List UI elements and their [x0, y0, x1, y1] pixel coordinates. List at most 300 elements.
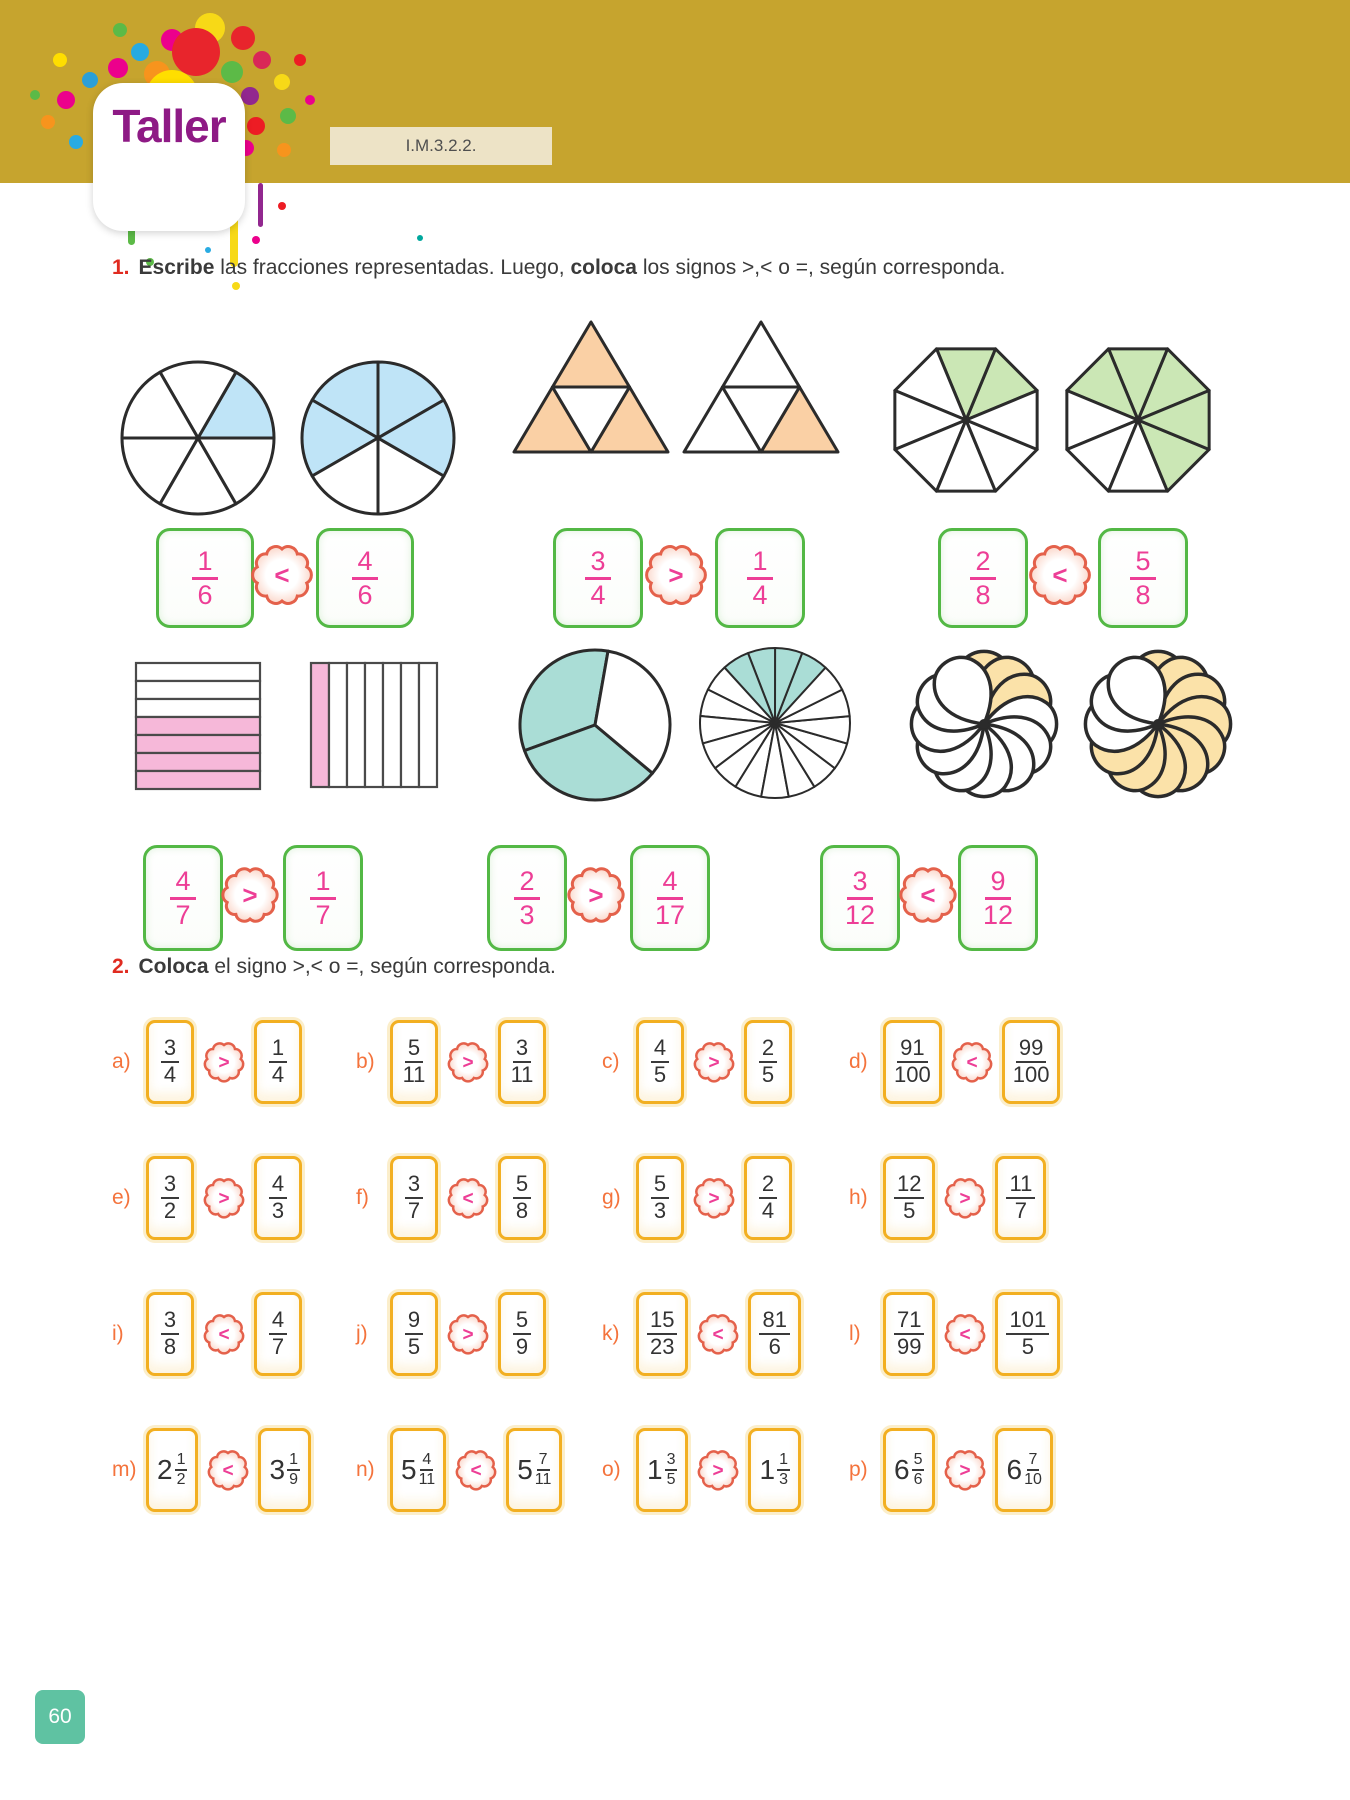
fraction-card[interactable] [143, 845, 223, 951]
denominator: 11 [534, 1471, 552, 1488]
fraction-card[interactable] [995, 1428, 1052, 1512]
fraction-card[interactable] [506, 1428, 562, 1512]
numerator: 1 [269, 1036, 287, 1063]
comparison-sign-flower[interactable] [899, 866, 957, 924]
denominator: 3 [779, 1471, 788, 1488]
fraction [1130, 546, 1155, 609]
standard-code-badge [330, 127, 552, 165]
fraction-card[interactable] [254, 1292, 302, 1376]
denominator: 5 [653, 1062, 667, 1087]
comparison-sign: > [462, 1052, 474, 1074]
fraction [269, 1308, 287, 1359]
numerator: 15 [647, 1308, 677, 1335]
exercise2-item [602, 1156, 792, 1240]
mixed-number [759, 1451, 789, 1489]
numerator: 1 [192, 546, 217, 579]
fraction-card[interactable] [146, 1156, 194, 1240]
sign-slot [950, 1040, 994, 1084]
exercise1-instruction [112, 256, 1005, 280]
exercise2-item [849, 1156, 1046, 1240]
numerator: 11 [1006, 1172, 1035, 1199]
denominator: 4 [590, 579, 606, 610]
fraction-card[interactable] [995, 1156, 1046, 1240]
mixed-number [647, 1451, 677, 1489]
paint-dot [417, 235, 423, 241]
denominator: 23 [650, 1334, 675, 1359]
comparison-sign-flower[interactable] [1029, 544, 1091, 606]
fraction-figure-triangle [676, 316, 846, 458]
fraction-card[interactable] [995, 1292, 1060, 1376]
paint-dot [172, 28, 220, 76]
fraction-card[interactable] [146, 1292, 194, 1376]
fraction [777, 1451, 790, 1489]
denominator: 6 [913, 1471, 923, 1488]
whole-number: 1 [647, 1454, 663, 1485]
item-label: d) [849, 1050, 868, 1073]
fraction-card[interactable] [715, 528, 805, 628]
comparison-sign: < [462, 1188, 474, 1210]
fraction-card[interactable] [498, 1292, 546, 1376]
fraction [161, 1308, 179, 1359]
numerator: 7 [1027, 1451, 1040, 1471]
denominator: 4 [271, 1062, 285, 1087]
paint-dot [205, 247, 211, 253]
fraction [655, 866, 685, 929]
fraction-card[interactable] [487, 845, 567, 951]
fraction-card[interactable] [883, 1292, 935, 1376]
numerator: 101 [1006, 1308, 1049, 1335]
fraction-card[interactable] [390, 1156, 438, 1240]
comparison-sign-flower[interactable] [692, 1040, 736, 1084]
sign-slot [692, 1176, 736, 1220]
comparison-sign-flower[interactable] [206, 1448, 250, 1492]
comparison-sign: > [462, 1324, 474, 1346]
numerator: 3 [847, 866, 872, 899]
sign-slot [206, 1448, 250, 1492]
item-label: o) [602, 1458, 621, 1481]
fraction [419, 1451, 436, 1489]
comparison-sign: < [920, 879, 936, 910]
fraction [894, 1308, 924, 1359]
fraction-figure-pie [516, 646, 674, 804]
fraction-card[interactable] [316, 528, 414, 628]
fraction [269, 1036, 287, 1087]
numerator: 5 [651, 1172, 669, 1199]
denominator: 5 [666, 1471, 676, 1488]
numerator: 3 [585, 546, 610, 579]
denominator: 100 [894, 1062, 931, 1087]
denominator: 7 [271, 1334, 285, 1359]
item-label: f) [356, 1186, 369, 1209]
paint-dot [247, 117, 265, 135]
instruction-segment: las fracciones representadas. Luego, [214, 256, 571, 279]
exercise2-item [356, 1428, 562, 1512]
sign-slot [696, 1448, 740, 1492]
comparison-sign-flower[interactable] [943, 1312, 987, 1356]
denominator: 11 [402, 1062, 426, 1087]
fraction-card[interactable] [390, 1292, 438, 1376]
numerator: 5 [513, 1172, 531, 1199]
page-number: 60 [48, 1705, 72, 1728]
fraction [759, 1308, 789, 1359]
denominator: 5 [761, 1062, 775, 1087]
comparison-sign-flower[interactable] [943, 1448, 987, 1492]
whole-number: 6 [894, 1454, 910, 1485]
fraction [912, 1451, 925, 1489]
numerator: 9 [985, 866, 1010, 899]
comparison-sign-flower[interactable] [446, 1040, 490, 1084]
denominator: 10 [1024, 1471, 1042, 1488]
exercise2-item [849, 1292, 1060, 1376]
exercise2-number: 2. [112, 955, 130, 978]
paint-dot [221, 61, 243, 83]
paint-dot [294, 54, 306, 66]
numerator: 7 [537, 1451, 550, 1471]
exercise2-instruction [112, 955, 556, 979]
page-number-badge [35, 1690, 85, 1744]
fraction-card[interactable] [748, 1428, 800, 1512]
fraction [585, 546, 610, 609]
paint-dot [108, 58, 128, 78]
item-label: p) [849, 1458, 868, 1481]
exercise2-item [112, 1428, 311, 1512]
denominator: 8 [163, 1334, 177, 1359]
fraction-card[interactable] [636, 1156, 684, 1240]
fraction-card[interactable] [258, 1428, 310, 1512]
numerator: 3 [513, 1036, 531, 1063]
fraction-card[interactable] [636, 1020, 684, 1104]
page-title: Taller [112, 100, 226, 152]
comparison-sign-flower[interactable] [446, 1176, 490, 1220]
numerator: 3 [161, 1172, 179, 1199]
denominator: 8 [515, 1198, 529, 1223]
fraction-card[interactable] [820, 845, 900, 951]
fraction [1006, 1308, 1049, 1359]
comparison-sign: > [218, 1188, 230, 1210]
item-label: c) [602, 1050, 620, 1073]
comparison-sign: > [712, 1460, 725, 1482]
sign-slot [454, 1448, 498, 1492]
fraction [403, 1036, 426, 1087]
numerator: 4 [420, 1451, 433, 1471]
denominator: 100 [1012, 1062, 1050, 1087]
taller-badge [93, 83, 245, 231]
fraction [894, 1036, 931, 1087]
numerator: 4 [651, 1036, 669, 1063]
fraction-figure-stripes [308, 660, 440, 790]
fraction-figure-pie [298, 358, 458, 518]
numerator: 2 [514, 866, 539, 899]
denominator: 5 [903, 1198, 916, 1223]
item-label: g) [602, 1186, 621, 1209]
denominator: 9 [515, 1334, 529, 1359]
fraction [511, 1036, 534, 1087]
paint-dot [241, 87, 259, 105]
denominator: 4 [761, 1198, 775, 1223]
comparison-sign: < [959, 1324, 972, 1346]
comparison-sign: > [668, 559, 684, 590]
numerator: 1 [287, 1451, 300, 1471]
fraction [647, 1308, 677, 1359]
comparison-sign: > [959, 1460, 972, 1482]
denominator: 17 [654, 899, 686, 930]
exercise2-item [112, 1020, 302, 1104]
fraction-card[interactable] [938, 528, 1028, 628]
sign-slot [696, 1312, 740, 1356]
comparison-sign: < [712, 1324, 725, 1346]
comparison-sign: < [966, 1052, 978, 1074]
fraction [1013, 1036, 1050, 1087]
comparison-sign: < [274, 559, 290, 590]
fraction [170, 866, 195, 929]
comparison-sign: > [588, 879, 604, 910]
comparison-sign: > [708, 1052, 720, 1074]
mixed-number [517, 1451, 551, 1489]
numerator: 4 [269, 1308, 287, 1335]
denominator: 2 [163, 1198, 177, 1223]
fraction-card[interactable] [744, 1020, 792, 1104]
numerator: 3 [161, 1308, 179, 1335]
fraction [759, 1172, 777, 1223]
numerator: 1 [310, 866, 335, 899]
numerator: 71 [894, 1308, 924, 1335]
paint-dot [41, 115, 55, 129]
fraction-card[interactable] [390, 1020, 438, 1104]
fraction [161, 1036, 179, 1087]
comparison-sign-flower[interactable] [567, 866, 625, 924]
paint-dot [253, 51, 271, 69]
fraction-card[interactable] [283, 845, 363, 951]
exercise2-item [356, 1156, 546, 1240]
paint-dot [131, 43, 149, 61]
comparison-sign: > [708, 1188, 720, 1210]
denominator: 12 [844, 899, 876, 930]
fraction-card[interactable] [156, 528, 254, 628]
comparison-sign-flower[interactable] [645, 544, 707, 606]
fraction-card[interactable] [744, 1156, 792, 1240]
fraction [513, 1172, 531, 1223]
denominator: 4 [752, 579, 768, 610]
comparison-sign: < [218, 1324, 230, 1346]
sign-slot [202, 1312, 246, 1356]
numerator: 9 [405, 1308, 423, 1335]
denominator: 6 [197, 579, 213, 610]
comparison-sign-flower[interactable] [943, 1176, 987, 1220]
denominator: 9 [289, 1471, 298, 1488]
paint-dot [30, 90, 40, 100]
fraction-card[interactable] [883, 1428, 935, 1512]
item-label: h) [849, 1186, 868, 1209]
fraction [405, 1308, 423, 1359]
fraction-card[interactable] [958, 845, 1038, 951]
instruction-segment: el signo >,< o =, según corresponda. [208, 955, 556, 978]
numerator: 4 [657, 866, 682, 899]
sign-slot [692, 1040, 736, 1084]
fraction [665, 1451, 678, 1489]
exercise2-item [849, 1428, 1053, 1512]
exercise2-item [602, 1428, 801, 1512]
mixed-number [269, 1451, 299, 1489]
fraction-card[interactable] [636, 1292, 688, 1376]
numerator: 4 [170, 866, 195, 899]
comparison-sign-flower[interactable] [202, 1176, 246, 1220]
whole-number: 1 [759, 1454, 776, 1485]
fraction-card[interactable] [254, 1020, 302, 1104]
fraction [747, 546, 772, 609]
exercise2-item [356, 1020, 546, 1104]
numerator: 81 [759, 1308, 789, 1335]
comparison-sign-flower[interactable] [692, 1176, 736, 1220]
instruction-segment: Coloca [138, 955, 209, 978]
denominator: 7 [1014, 1198, 1028, 1223]
numerator: 2 [759, 1172, 777, 1199]
instruction-segment: los signos >,< o =, según corresponda. [636, 256, 1006, 279]
denominator: 11 [418, 1471, 436, 1488]
fraction-card[interactable] [883, 1020, 942, 1104]
numerator: 3 [161, 1036, 179, 1063]
fraction-card[interactable] [553, 528, 643, 628]
fraction [759, 1036, 777, 1087]
fraction-figure-flower [900, 640, 1068, 808]
numerator: 1 [747, 546, 772, 579]
denominator: 6 [768, 1334, 781, 1359]
numerator: 99 [1016, 1036, 1046, 1063]
denominator: 3 [271, 1198, 285, 1223]
denominator: 7 [407, 1198, 421, 1223]
fraction-card[interactable] [636, 1428, 688, 1512]
fraction-card[interactable] [1002, 1020, 1061, 1104]
paint-dot [252, 236, 260, 244]
denominator: 8 [975, 579, 991, 610]
fraction-card[interactable] [146, 1020, 194, 1104]
fraction-card[interactable] [498, 1020, 546, 1104]
numerator: 5 [912, 1451, 925, 1471]
exercise2-item [602, 1020, 792, 1104]
paint-dot [278, 202, 286, 210]
sign-slot [943, 1448, 987, 1492]
comparison-sign: < [470, 1460, 482, 1482]
fraction-card[interactable] [498, 1156, 546, 1240]
fraction [894, 1172, 924, 1223]
numerator: 5 [405, 1036, 423, 1063]
fraction [845, 866, 875, 929]
paint-dot [305, 95, 315, 105]
fraction [192, 546, 217, 609]
exercise1-number: 1. [112, 256, 130, 279]
paint-dot [69, 135, 83, 149]
comparison-sign-flower[interactable] [202, 1040, 246, 1084]
denominator: 3 [653, 1198, 667, 1223]
sign-slot [202, 1040, 246, 1084]
fraction-card[interactable] [1098, 528, 1188, 628]
denominator: 4 [163, 1062, 177, 1087]
fraction [513, 1308, 531, 1359]
paint-dot [280, 108, 296, 124]
denominator: 99 [897, 1334, 922, 1359]
whole-number: 5 [517, 1454, 533, 1485]
numerator: 2 [759, 1036, 777, 1063]
mixed-number [401, 1451, 435, 1489]
exercise2-instruction-text [139, 955, 556, 978]
comparison-sign-flower[interactable] [202, 1312, 246, 1356]
paint-dot [82, 72, 98, 88]
exercise1-instruction-text [139, 256, 1006, 279]
paint-dot [113, 23, 127, 37]
numerator: 91 [897, 1036, 927, 1063]
comparison-sign-flower[interactable] [446, 1312, 490, 1356]
fraction [514, 866, 539, 929]
fraction-card[interactable] [254, 1156, 302, 1240]
fraction-card[interactable] [630, 845, 710, 951]
numerator: 1 [175, 1451, 188, 1471]
exercise2-item [112, 1156, 302, 1240]
instruction-segment: coloca [570, 256, 637, 279]
mixed-number [894, 1451, 924, 1489]
paint-dot [232, 282, 240, 290]
denominator: 7 [315, 899, 331, 930]
exercise2-item [849, 1020, 1060, 1104]
numerator: 3 [665, 1451, 678, 1471]
fraction [287, 1451, 300, 1489]
fraction-card[interactable] [748, 1292, 800, 1376]
comparison-sign-flower[interactable] [251, 544, 313, 606]
item-label: n) [356, 1458, 375, 1481]
fraction-figure-octagon [886, 340, 1046, 500]
mixed-number [1006, 1451, 1041, 1489]
fraction [1024, 1451, 1042, 1489]
denominator: 5 [407, 1334, 421, 1359]
denominator: 8 [1135, 579, 1151, 610]
item-label: a) [112, 1050, 131, 1073]
item-label: j) [356, 1322, 368, 1345]
fraction [651, 1172, 669, 1223]
item-label: b) [356, 1050, 375, 1073]
item-label: e) [112, 1186, 131, 1209]
denominator: 3 [519, 899, 535, 930]
fraction [983, 866, 1013, 929]
sign-slot [943, 1176, 987, 1220]
item-label: l) [849, 1322, 861, 1345]
comparison-sign: > [218, 1052, 230, 1074]
whole-number: 6 [1006, 1454, 1023, 1485]
comparison-sign-flower[interactable] [454, 1448, 498, 1492]
comparison-sign: < [222, 1460, 235, 1482]
comparison-sign-flower[interactable] [696, 1312, 740, 1356]
paint-dot [277, 143, 291, 157]
denominator: 6 [357, 579, 373, 610]
denominator: 12 [982, 899, 1014, 930]
fraction-card[interactable] [390, 1428, 446, 1512]
whole-number: 3 [269, 1454, 286, 1485]
fraction-card[interactable] [146, 1428, 198, 1512]
item-label: i) [112, 1322, 124, 1345]
fraction-card[interactable] [883, 1156, 935, 1240]
denominator: 2 [176, 1471, 186, 1488]
paint-dot [274, 74, 290, 90]
exercise2-item [602, 1292, 801, 1376]
exercise2-item [356, 1292, 546, 1376]
paint-dot [53, 53, 67, 67]
standard-code: I.M.3.2.2. [405, 136, 477, 155]
fraction [535, 1451, 552, 1489]
fraction-figure-stripes [133, 660, 263, 792]
comparison-sign-flower[interactable] [950, 1040, 994, 1084]
comparison-sign: > [959, 1188, 972, 1210]
denominator: 7 [175, 899, 191, 930]
comparison-sign-flower[interactable] [696, 1448, 740, 1492]
comparison-sign-flower[interactable] [221, 866, 279, 924]
comparison-sign: > [242, 879, 258, 910]
